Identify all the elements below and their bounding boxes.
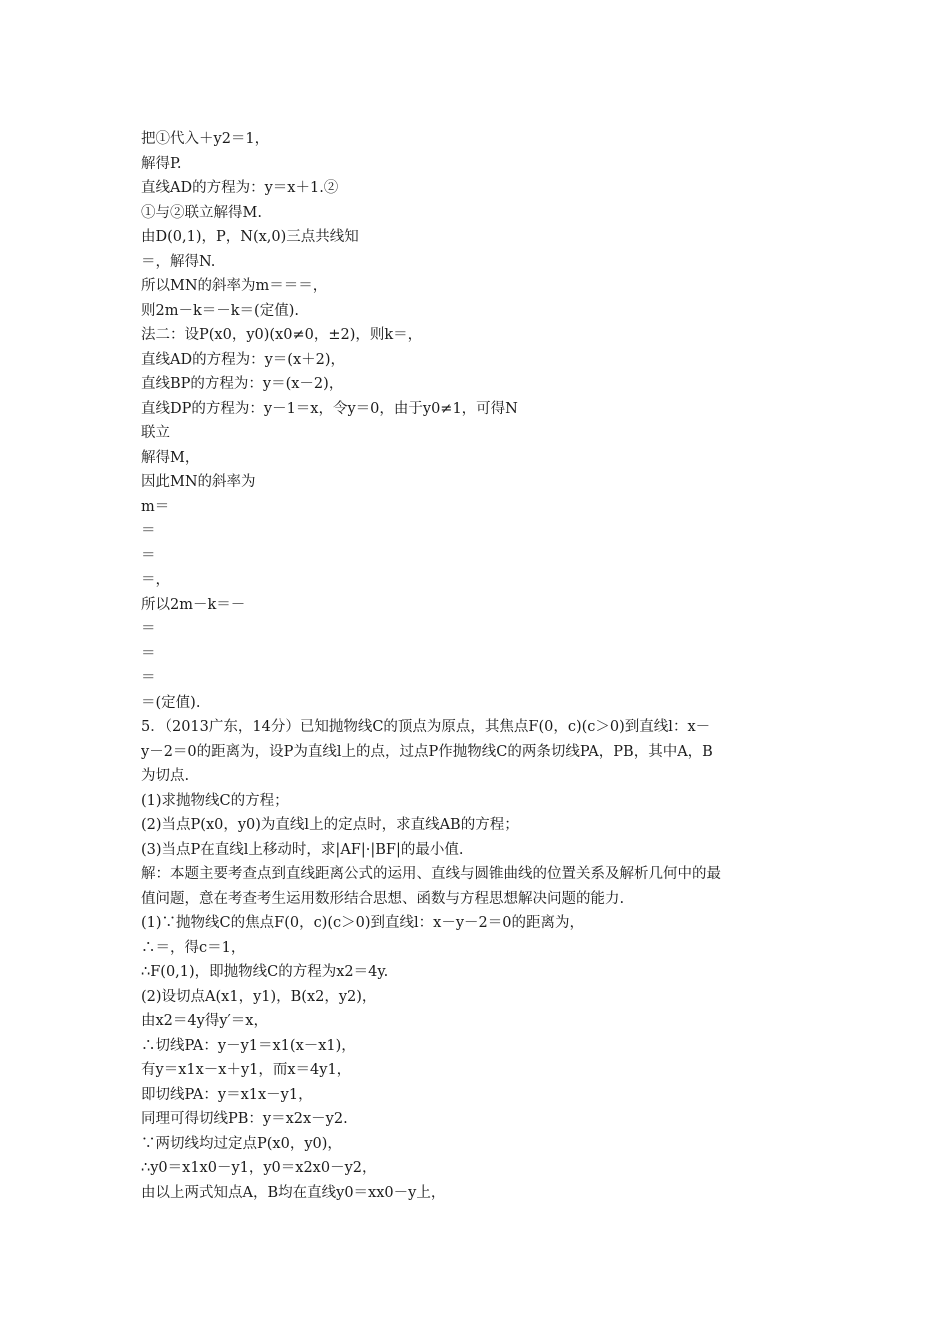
text-line: 5．（2013广东，14分）已知抛物线C的顶点为原点，其焦点F(0，c)(c＞0)到直线l：x－ [141, 719, 711, 735]
text-line: ∴F(0,1)，即抛物线C的方程为x2＝4y. [141, 964, 389, 980]
text-line: ＝，解得N. [141, 253, 216, 270]
text-line: 由D(0,1)，P，N(x,0)三点共线知 [141, 229, 359, 245]
text-line: 因此MN的斜率为 [141, 474, 256, 490]
text-line: 为切点. [141, 768, 190, 784]
text-line: y－2＝0的距离为，设P为直线l上的点，过点P作抛物线C的两条切线PA，PB，其中A，B [141, 743, 713, 760]
text-line: 即切线PA：y＝x1x－y1， [141, 1086, 313, 1103]
text-line: ＝(定值). [141, 694, 201, 711]
document-body [141, 127, 821, 1205]
text-line: 把①代入＋y2＝1， [141, 131, 270, 147]
text-line: ＝ [141, 523, 156, 539]
text-line: 由x2＝4y得y′＝x， [141, 1013, 268, 1029]
text-line: (1)∵抛物线C的焦点F(0，c)(c＞0)到直线l：x－y－2＝0的距离为， [141, 915, 584, 931]
text-line: (1)求抛物线C的方程； [141, 792, 289, 809]
text-line: ∴＝，得c＝1， [141, 939, 246, 956]
text-line: 解得M， [141, 449, 200, 466]
text-line: 所以MN的斜率为m＝＝＝， [141, 278, 328, 294]
text-line: 法二：设P(x0，y0)(x0≠0，±2)，则k＝， [141, 327, 423, 343]
text-line: 则2m－k＝－k＝(定值). [141, 302, 299, 319]
text-line: ＝， [141, 572, 170, 588]
text-line: 同理可得切线PB：y＝x2x－y2. [141, 1111, 348, 1127]
text-line: 解得P. [141, 155, 182, 172]
text-line: ∴切线PA：y－y1＝x1(x－x1)， [141, 1037, 356, 1054]
text-line: ∴y0＝x1x0－y1，y0＝x2x0－y2， [141, 1160, 377, 1176]
text-line: ＝ [141, 621, 156, 637]
text-line: ∵两切线均过定点P(x0，y0)， [141, 1135, 342, 1152]
text-line: 解：本题主要考查点到直线距离公式的运用、直线与圆锥曲线的位置关系及解析几何中的最 [141, 866, 721, 882]
text-line: ＝ [141, 547, 156, 564]
text-line: 直线DP的方程为：y－1＝x，令y＝0，由于y0≠1，可得N [141, 400, 518, 417]
text-line: ＝ [141, 645, 156, 662]
text-line: (2)设切点A(x1，y1)，B(x2，y2)， [141, 988, 377, 1005]
text-line: 直线AD的方程为：y＝(x＋2)， [141, 351, 346, 368]
text-line: (2)当点P(x0，y0)为直线l上的定点时，求直线AB的方程； [141, 817, 519, 833]
text-line: 所以2m－k＝－ [141, 596, 246, 613]
text-line: 直线AD的方程为：y＝x＋1.② [141, 180, 339, 196]
text-line: 有y＝x1x－x＋y1，而x＝4y1， [141, 1062, 352, 1078]
text-line: 联立 [141, 425, 170, 441]
text-line: (3)当点P在直线l上移动时，求|AF|·|BF|的最小值. [141, 841, 464, 858]
text-line: 值问题，意在考查考生运用数形结合思想、函数与方程思想解决问题的能力. [141, 890, 625, 907]
text-line: 直线BP的方程为：y＝(x－2)， [141, 376, 344, 392]
text-line: ＝ [141, 670, 156, 686]
text-line: ①与②联立解得M. [141, 204, 262, 221]
text-line: m＝ [141, 498, 170, 515]
text-line: 由以上两式知点A，B均在直线y0＝xx0－y上， [141, 1184, 446, 1201]
